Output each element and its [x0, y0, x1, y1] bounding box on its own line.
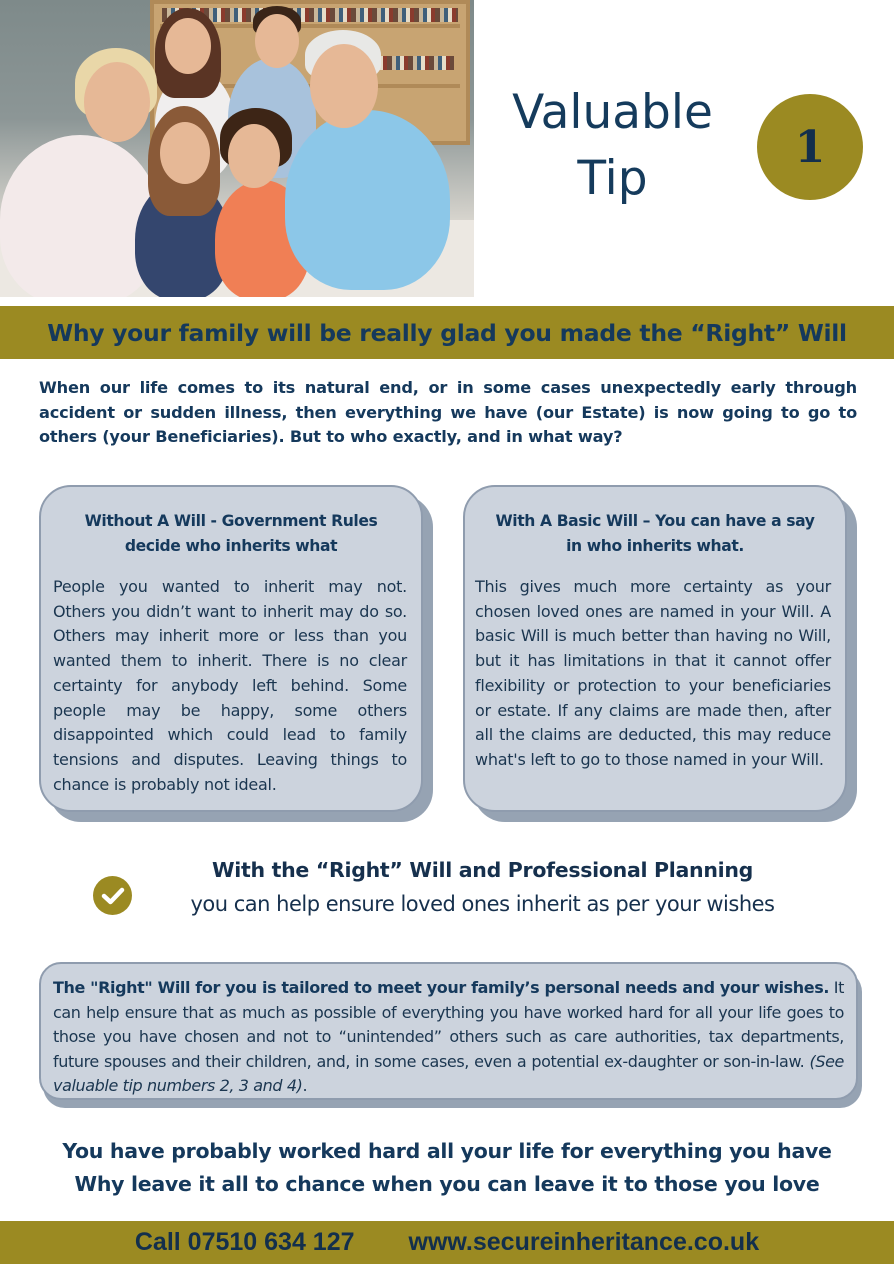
face-shape [255, 14, 299, 68]
card-title-line: decide who inherits what [124, 537, 338, 555]
person-figure [0, 135, 160, 297]
card-basic-will [463, 485, 847, 812]
card-title-line: Without A Will - Government Rules [84, 512, 378, 530]
page-title [480, 80, 745, 212]
card-panel [39, 962, 858, 1100]
right-will-bold-lead: The "Right" Will for you is tailored to meet your family’s personal needs and your wishes. [53, 978, 830, 997]
website-link[interactable]: www.secureinheritance.co.uk [408, 1228, 760, 1256]
right-will-body: It can help ensure that as much as possible of everything you have worked hard for all your life goes to those you have chosen and not to “unintended” others such as care authorities, tax departments, future spouses and their children, and, in some cases, even a potential ex-daughter or son-in-law. [53, 978, 844, 1071]
face-shape [310, 44, 378, 128]
title-line-valuable: Valuable [512, 85, 713, 140]
face-shape [84, 62, 150, 142]
right-will-box [39, 962, 858, 1100]
heading-banner [0, 306, 894, 359]
family-photo [0, 0, 474, 297]
person-figure [285, 110, 450, 290]
card-without-will [39, 485, 423, 812]
card-panel [39, 485, 423, 812]
title-line-tip: Tip [577, 151, 648, 206]
card-title [465, 509, 845, 559]
tip-number-badge [757, 94, 863, 200]
tip-reference: (See valuable tip numbers 2, 3 and 4) [53, 1051, 844, 1096]
face-shape [165, 18, 211, 74]
card-title-line: in who inherits what. [566, 537, 744, 555]
face-shape [228, 124, 280, 188]
checkmark-icon [101, 886, 125, 906]
tip-number: 1 [794, 121, 826, 173]
card-panel [463, 485, 847, 812]
intro-paragraph: When our life comes to its natural end, or in some cases unexpectedly early through accident or sudden illness, then everything we have (our Estate) is now going to go to others (your Beneficiaries). But to who exactly, and in what way? [39, 378, 857, 446]
phone-link[interactable]: Call 07510 634 127 [134, 1228, 355, 1256]
banner-heading: Why your family will be really glad you made the “Right” Will [47, 318, 847, 347]
card-body: People you wanted to inherit may not. Others you didn’t want to inherit may do so. Others may inherit more or less than you wanted them to inherit. There is no clear certainty for anybody left behind. Some people may be happy, some others disappointed which could lead to family tensions and disputes. Leaving things to chance is probably not ideal. [53, 577, 407, 794]
statement-subtitle: you can help ensure loved ones inherit as per your wishes [190, 892, 775, 916]
closing-line-1: You have probably worked hard all your life for everything you have [62, 1139, 832, 1163]
card-title [41, 509, 421, 559]
right-will-end: . [302, 1076, 308, 1096]
contact-footer [0, 1221, 894, 1264]
statement-title: With the “Right” Will and Professional Planning [211, 858, 754, 882]
card-body: This gives much more certainty as your chosen loved ones are named in your Will. A basic Will is much better than having no Will, but it has limitations in that it cannot offer flexibility or protection to your beneficiaries or estate. If any claims are made then, after all the claims are deducted, this may reduce what's left to go to those named in your Will. [475, 577, 831, 769]
closing-line-2: Why leave it all to chance when you can leave it to those you love [74, 1172, 820, 1196]
check-circle-icon [93, 876, 132, 915]
card-title-line: With A Basic Will – You can have a say [495, 512, 815, 530]
right-will-text [53, 976, 844, 1099]
face-shape [160, 122, 210, 184]
